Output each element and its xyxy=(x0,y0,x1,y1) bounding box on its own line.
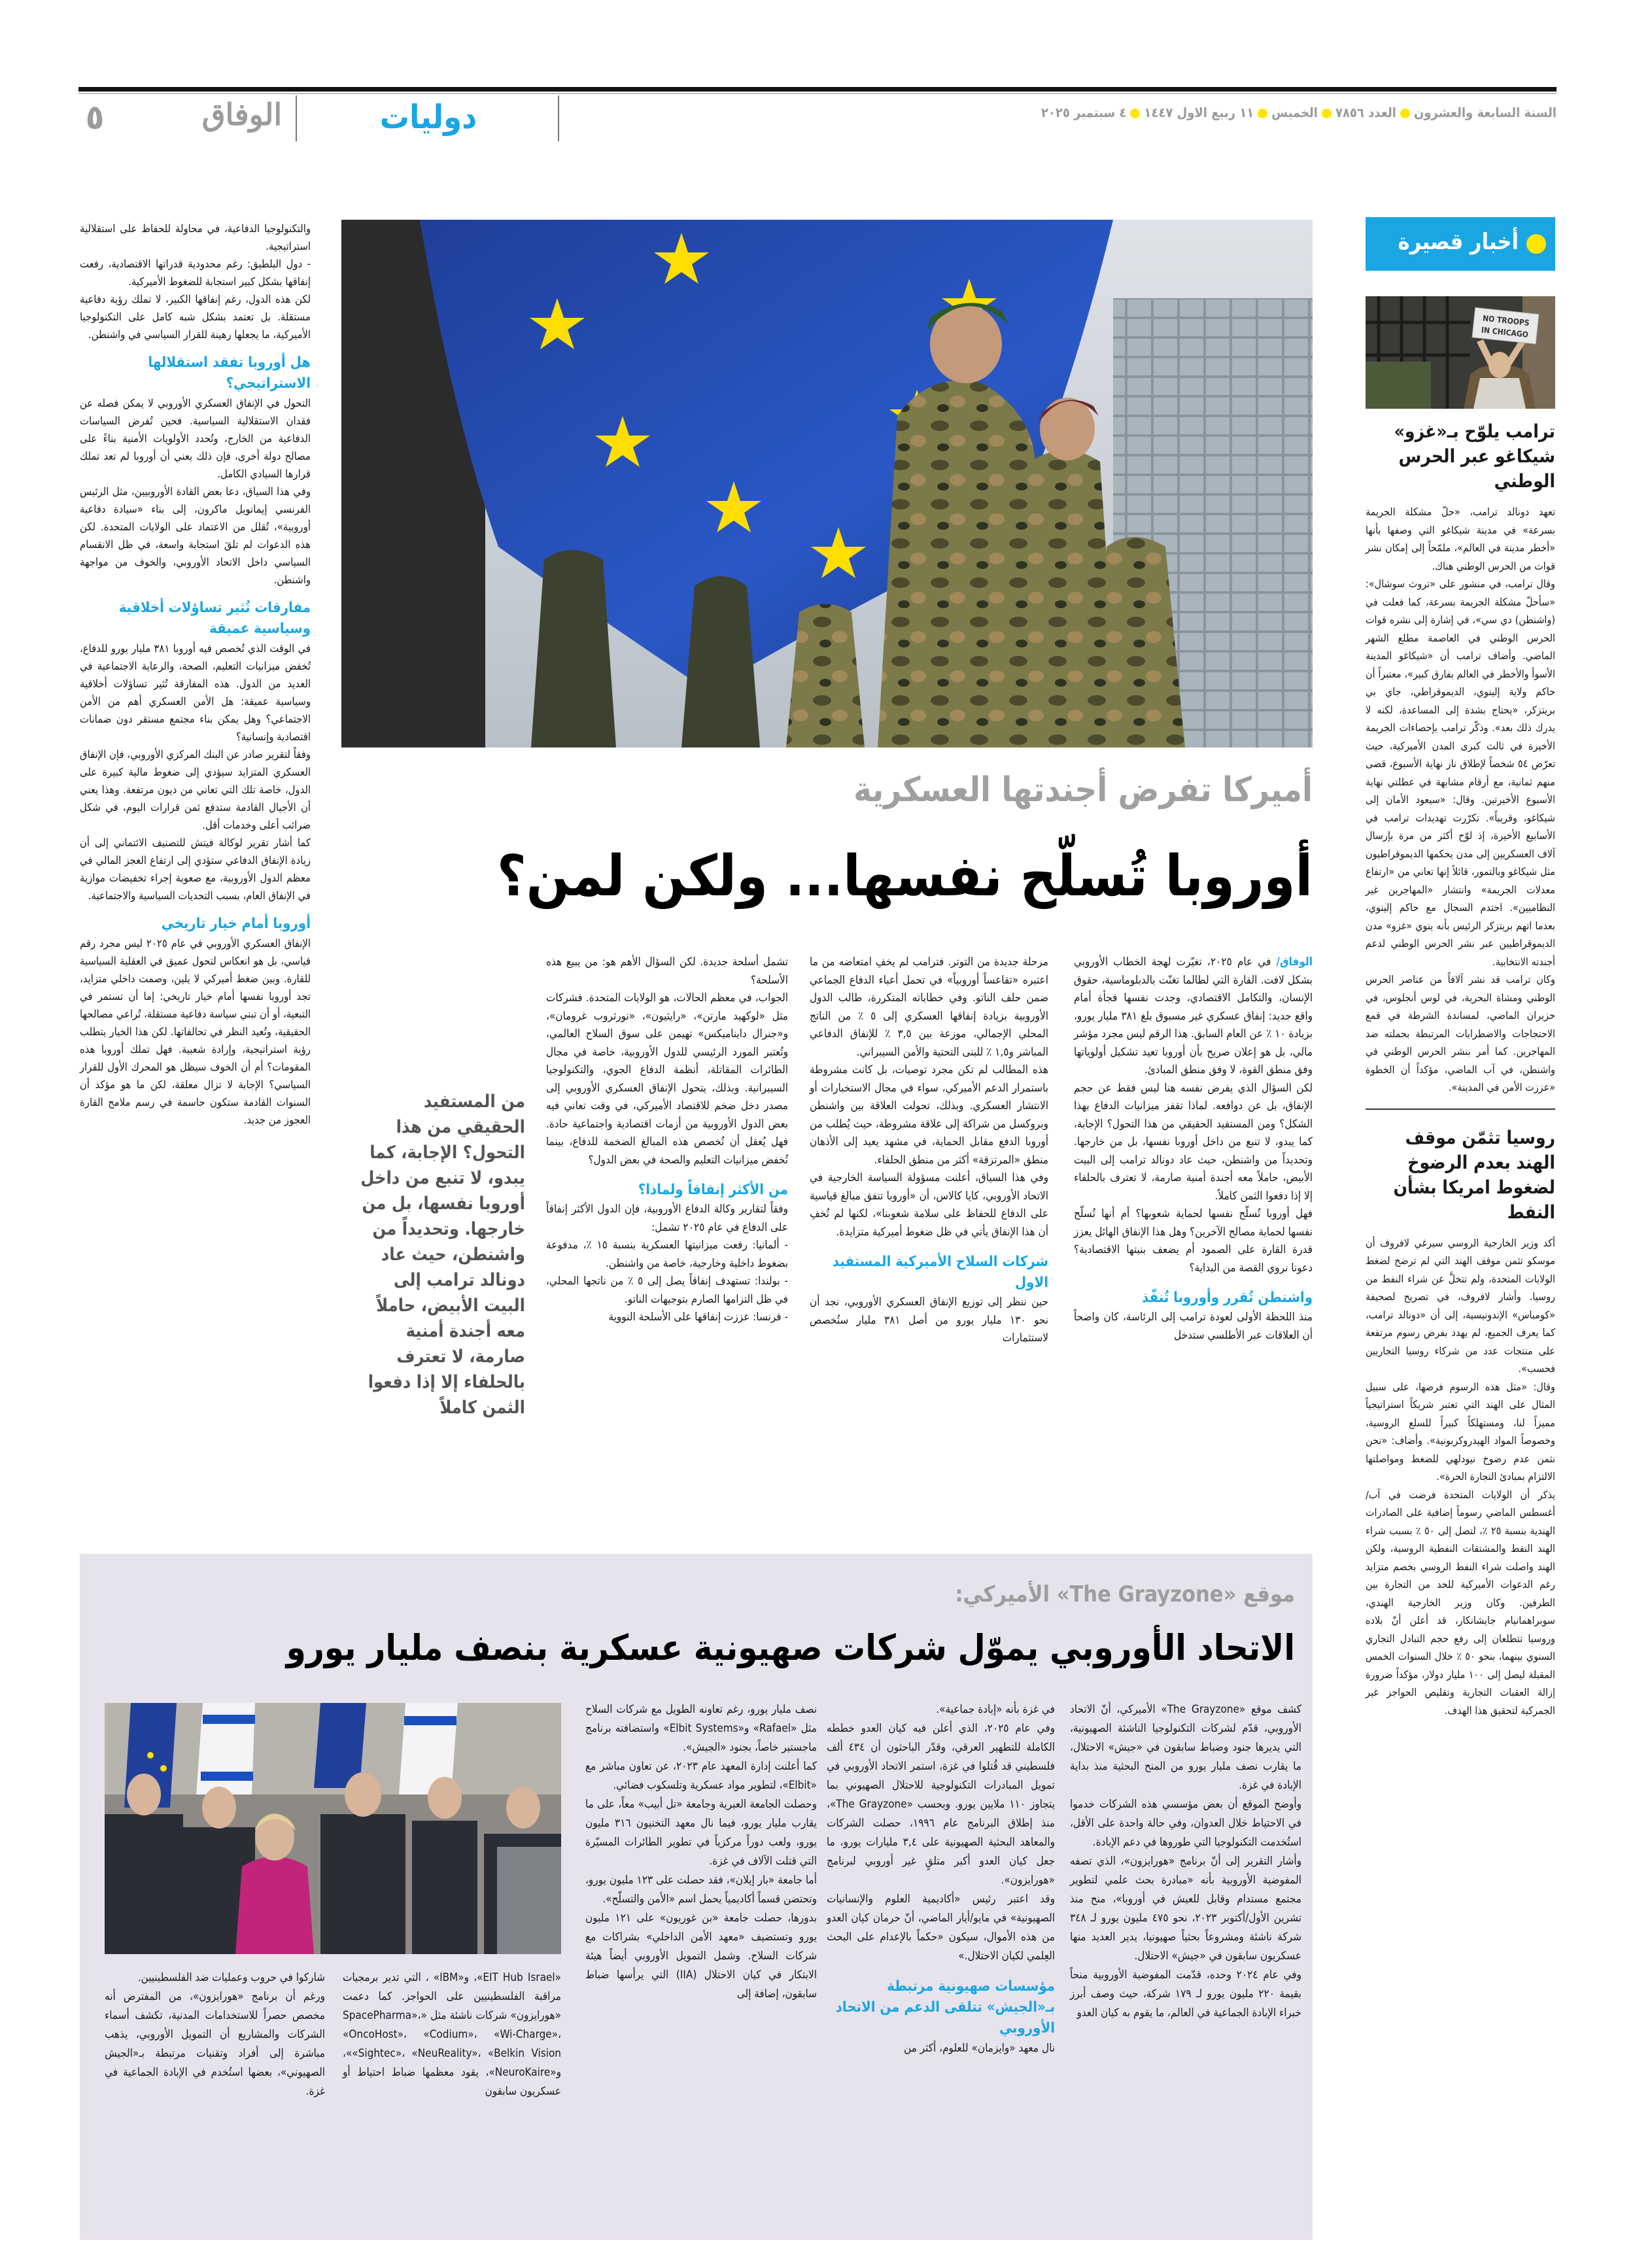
paragraph: وأشار التقرير إلى أنّ برنامج «هورايزون»، الذي تصفه المفوضية الأوروبية بأنه «مبادرة بحث علمي لتطوير مجتمع مستدام وقابل للعيش في أوروبا»، منح منذ تشرين الأول/أكتوبر ٢٠٢٣، نحو ٤٧٥ مليون يورو لـ ٣٤٨ شركة ناشئة ومشروعاً بحثياً صهيونيا، يدير العديد منها عسكريون سابقون في «جيش» الاحتلال. xyxy=(1070,1855,1301,1963)
box-column-3 xyxy=(585,1700,817,2004)
paragraph: وقال: «مثل هذه الرسوم فرضها، على سبيل المثال على الهند التي تعتبر شريكاً استراتيجياً مميزاً لنا، ومستهلكاً كبيراً للسلع الروسية، وخصوصاً المواد الهيدروكربونية». وأضاف: «نحن نثمن عدم رضوخ نيودلهي للضغط ومواصلتها الالتزام بمبادئ التجارة الحرة». xyxy=(1366,1380,1555,1483)
paragraph: فهل أوروبا تُسلّح نفسها لحماية شعوبها؟ أم أنها تُسلّح نفسها لحماية مصالح الآخرين؟ وهل هذا الإنفاق الهائل يعزز قدرة القارة على الصمود أم يضعف بنيتها الاقتصادية؟ دعونا نروي القصة من البداية؟ xyxy=(1073,1207,1313,1275)
section-subheading: مؤسسات صهيونية مرتبطة بـ«الجيش» تتلقى الدعم من الاتحاد الأوروبي xyxy=(835,1978,1055,2036)
bullet-dot-icon xyxy=(1526,234,1546,254)
divider xyxy=(1366,1108,1555,1110)
paragraph: كما أشار تقرير لوكالة فيتش للتصنيف الائتماني إلى أن زيادة الإنفاق الدفاعي ستؤدي إلى ارتفاع العجز المالي في معظم الدول الأوروبية، مع صعوبة إجراء تخفيضات موازية في الإنفاق العام، بسبب التحديات السياسية والاجتماعية. xyxy=(80,836,311,902)
paragraph xyxy=(1074,954,1313,1080)
short-news-banner xyxy=(1366,217,1555,271)
paragraph: في غزة بأنه «إبادة جماعية». xyxy=(936,1703,1055,1716)
box-kicker: موقع «The Grayzone» الأميركي: xyxy=(955,1581,1295,1607)
story-headline: روسيا تثمّن موقف الهند بعدم الرضوخ لضغوط امريكا بشأن النفط xyxy=(1393,1126,1555,1223)
paragraph: أكد وزير الخارجية الروسي سيرغي لافروف أن موسكو تثمن موقف الهند التي لم ترضخ لضغط الولايات المتحدة، ولم تتخلَّ عن شراء النفط من روسيا. وأشار لافروف، في تصريح لصحيفة «كومباس» الإندونيسية، إلى أن «دونالد ترامب، كما يعرف الجميع، لم يهدد بفرض رسوم مرتفعة على منتجات عدد من شركاء روسيا التجاريين فحسب». xyxy=(1366,1236,1555,1375)
box-column-2 xyxy=(827,1700,1055,2058)
column-content xyxy=(1074,954,1313,1345)
box-headline: الاتحاد الأوروبي يموّل شركات صهيونية عسكرية بنصف مليار يورو xyxy=(286,1627,1295,1668)
paragraph: نال معهد «وايزمان» للعلوم، أكثر من xyxy=(904,2042,1055,2055)
section-subheading: من الأكثر إنفاقاً ولماذا؟ xyxy=(638,1182,788,1198)
dateline xyxy=(1041,105,1557,120)
paragraph: في الوقت الذي تُخصص فيه أوروبا ٣٨١ مليار يورو للدفاع، تُخفض ميزانيات التعليم، الصحة، والرعاية الاجتماعية في العديد من الدول. هذه المفارقة تُثير تساؤلات أخلاقية وسياسية عميقة: هل الأمن العسكري أهم من الأمن الاجتماعي؟ وهل يمكن بناء مجتمع مستقر دون ضمانات اقتصادية وإنسانية؟ xyxy=(80,642,311,743)
eu-flag-soldiers-photo xyxy=(341,220,1313,747)
page-number: ٥ xyxy=(85,98,105,137)
article-column-1 xyxy=(1074,954,1313,1345)
bullet-dot-icon xyxy=(1258,109,1267,118)
paragraph: كما أعلنت إدارة المعهد عام ٢٠٢٣، عن تعاون مباشر مع «Elbit»، لتطوير مواد عسكرية وتلسكوب فضائي. xyxy=(585,1760,817,1792)
article-column-2 xyxy=(810,954,1048,1348)
paragraph-text: في عام ٢٠٢٥، تغيّرت لهجة الخطاب الأوروبي بشكل لافت. القارة التي لطالما تغنّت بالدبلوماسية، حقوق الإنسان، والتكامل الاقتصادي، وجدت نفسها فجأة أمام واقع جديد: إنفاق عسكري غير مسبوق بلغ ٣٨١ مليار يورو، بزيادة ١٠ ٪ عن العام السابق. هذا الرقم ليس مجرد مؤشر مالي، بل هو إعلان صريح بأن أوروبا تعيد تشكيل أولوياتها وفق منطق القوة، لا وفق منطق المبادئ. xyxy=(1074,955,1313,1076)
paragraph: بدورها، حصلت جامعة «بن غوريون» على ١٢١ مليون يورو وتستضيف «معهد الأمن الداخلي» بشراكات مع شركات السلاح. وشمل التمويل الأوروبي أيضاً هيئة الابتكار في كيان الاحتلال (IIA) التي يرأسها ضباط سابقون، إضافة إلى xyxy=(585,1912,818,2001)
paragraph: - فرنسا: عززت إنفاقها على الأسلحة النووية xyxy=(608,1311,788,1324)
box-column-5 xyxy=(105,1968,325,2101)
paragraph: أما جامعة «بار إيلان»، فقد حصلت على ١٢٣ مليون يورو، وتحتضن قسماً أكاديمياً يحمل اسم «الأمن والتسلّح». xyxy=(585,1874,817,1906)
paragraph: مرحلة جديدة من التوتر. فترامب لم يخفِ امتعاضه من ما اعتبره «تقاعساً أوروبياً» في تحمل أعباء الدفاع الجماعي ضمن حلف الناتو. وفي خطاباته المتكررة، طالب الدول الأوروبية بزيادة إنفاقها العسكري إلى ٥ ٪ من الناتج المحلي الإجمالي، موزعة بين ٣,٥ ٪ للإنفاق الدفاعي المباشر و١,٥ ٪ للبنى التحتية والأمن السيبراني. xyxy=(810,955,1048,1059)
bullet-dot-icon xyxy=(1400,109,1410,118)
header-divider xyxy=(296,95,297,141)
dateline-issue: العدد ٧٨٥٦ xyxy=(1335,105,1396,120)
section-subheading: شركات السلاح الأميركية المستفيد الاول xyxy=(832,1254,1048,1291)
dateline-volume: السنة السابعة والعشرون xyxy=(1413,105,1557,120)
dateline-hijri: ١١ ربيع الاول ١٤٤٧ xyxy=(1144,105,1254,120)
paragraph: والتكنولوجيا الدفاعية، في محاولة للحفاظ على استقلالية استراتيجية. xyxy=(80,222,311,252)
paragraph: وقد اعتبر رئيس «أكاديمية العلوم والإنسانيات الصهيونية» في مايو/أيار الماضي، أنّ حرمان كيان العدو من هذه الأموال، سيكون «حكماً بالإعدام على البحث العِلمي لكيان الاحتلال.» xyxy=(827,1893,1055,1963)
protest-photo-image xyxy=(1366,296,1555,409)
header-divider xyxy=(558,95,559,141)
pull-quote: من المستفيد الحقيقي من هذا التحول؟ الإجابة، كما يبدو، لا تنبع من داخل أوروبا نفسها، بل من خارجها. وتحديداً من واشنطن، حيث عاد دونالد ترامب إلى البيت الأبيض، حاملاً معه أجندة أمنية صارمة، لا تعترف بالحلفاء إلا إذا دفعوا الثمن كاملاً xyxy=(360,1091,525,1418)
dateline-day: الخميس xyxy=(1271,105,1318,120)
paragraph: الإنفاق العسكري الأوروبي في عام ٢٠٢٥ ليس مجرد رقم قياسي، بل هو انعكاس لتحول عميق في العقلية السياسية للقارة. وبين ضغط أميركي لا يلين، وصمت داخلي متزايد، تجد أوروبا نفسها أمام خيار تاريخي: إما أن تستمر في التبعية، أو أن تبني سياسة دفاعية مستقلة، تُراعي مصالحها الحقيقية، وتُعيد النظر في تحالفاتها. لكن هذا الخيار يتطلب رؤية استراتيجية، وإرادة شعبية. فهل تملك أوروبا هذه المقومات؟ أم أن الخوف سيظل هو المحرك الأول للقرار السياسي؟ الإجابة لا تزال معلقة، لكن ما هو مؤكد أن السنوات القادمة ستكون حاسمة في رسم ملامح القارة العجوز من جديد. xyxy=(80,937,311,1126)
story-body xyxy=(1366,503,1555,1097)
byline: الوفاق/ xyxy=(1276,955,1313,969)
protest-photo xyxy=(1366,296,1555,409)
section-title: دوليات xyxy=(379,98,477,136)
officials-photo xyxy=(105,1703,561,1954)
section-subheading: أوروبا أمام خيار تاريخي xyxy=(161,916,311,932)
article-headline: أوروبا تُسلّح نفسها... ولكن لمن؟ xyxy=(496,844,1313,909)
paragraph: تشمل أسلحة جديدة. لكن السؤال الأهم هو: من يبيع هذه الأسلحة؟ xyxy=(546,955,788,987)
paragraph: كشف موقع «The Grayzone» الأميركي، أنّ الاتحاد الأوروبي، قدّم لشركات التكنولوجيا الناشئة الصهيونية، التي يديرها جنود وضباط سابقون في «جيش» الاحتلال، ما يقارب نصف مليار يورو من المنح البحثية منذ بداية الإبادة في غزة. xyxy=(1070,1703,1301,1792)
story-headline: ترامب يلوّح بـ«غزو» شيكاغو عبر الحرس الوطني xyxy=(1394,421,1555,492)
bullet-dot-icon xyxy=(1130,109,1140,118)
article-column-3 xyxy=(546,954,788,1327)
sign-text: IN CHICAGO xyxy=(1481,325,1529,339)
paragraph: منذ اللحظة الأولى لعودة ترامب إلى الرئاسة، كان واضحاً أن العلاقات عبر الأطلسي ستدخل xyxy=(1074,1311,1313,1342)
paragraph: وفقاً لتقرير صادر عن البنك المركزي الأوروبي، فإن الإنفاق العسكري المتزايد سيؤدي إلى ضغوط مالية كبيرة على الدول، خاصة تلك التي تعاني من ديون مرتفعة. وهذا يعني أن الأجيال القادمة ستدفع ثمن قرارات اليوم، في شكل ضرائب أعلى وخدمات أقل. xyxy=(80,748,311,831)
section-subheading: مفارقات تُثير تساؤلات أخلاقية وسياسية عميقة xyxy=(118,600,311,637)
paragraph: وفي عام ٢٠٢٥، الذي أعلن فيه كيان العدو خططه الكاملة للتطهير العرقي، وقدّر الباحثون أن ٤٣٤ ألف فلسطيني قد قُتلوا في غزة، استمر الاتحاد الأوروبي في تمويل المبادرات التكنولوجية للاحتلال الصهيوني بما يتجاوز ١١٠ ملايين يورو. وبحسب «The Grayzone»، منذ إطلاق البرنامج عام ١٩٩٦، حصلت الشركات والمعاهد البحثية الصهيونية على ٣,٤ مليارات يورو، ما جعل كيان العدو أكبر متلقٍ غير أوروبي لبرنامج «هورايزون». xyxy=(827,1722,1056,1887)
paragraph: لكن هذه الدول، رغم إنفاقها الكبير، لا تملك رؤية دفاعية مستقلة. بل تعتمد بشكل شبه كامل على التكنولوجيا الأميركية، ما يجعلها رهينة للقرار السياسي في واشنطن. xyxy=(80,293,311,341)
paragraph: وكان ترامب قد نشر آلافاً من عناصر الحرس الوطني ومشاة البحرية، في لوس أنجلوس، في حزيران الماضي، لمساندة الشرطة في قمع الاحتجاجات والاضطرابات المرتبطة بحملته ضد المهاجرين. كما أمر بنشر الحرس الوطني في واشنطن، في آب الماضي، مؤكداً أن الخطوة «عززت الأمن في المدينة». xyxy=(1366,973,1555,1093)
paragraph: وفقاً لتقارير وكالة الدفاع الأوروبية، فإن الدول الأكثر إنفاقاً على الدفاع في عام ٢٠٢٥ تشمل: xyxy=(546,1203,788,1234)
box-column-1 xyxy=(1070,1700,1301,2023)
paragraph: - ألمانيا: رفعت ميزانيتها العسكرية بنسبة ١٥ ٪، مدفوعة بضغوط داخلية وخارجية، خاصة من واشنطن. xyxy=(546,1239,788,1270)
paragraph: وفي عام ٢٠٢٤ وحده، قدّمت المفوضية الأوروبية منحاً بقيمة ٢٢٠ مليون يورو لـ ١٧٩ شركة، حيث وصف أبرز خبراء الإبادة الجماعية في العالم، ما يقوم به كيان العدو xyxy=(1070,1968,1301,2019)
article-kicker: أميركا تفرض أجندتها العسكرية xyxy=(853,770,1313,810)
paragraph: حين ننظر إلى توزيع الإنفاق العسكري الأوروبي، نجد أن نحو ١٣٠ مليار يورو من أصل ٣٨١ مليار ستُخصص لاستثمارات xyxy=(810,1296,1049,1345)
left-column xyxy=(80,220,311,1129)
paragraph: وفي هذا السياق، أعلنت مسؤولة السياسة الخارجية في الاتحاد الأوروبي، كايا كالاس، أن «أوروبا تنفق مبالغ قياسية على الدفاع للحفاظ على سلامة شعوبنا»، لكنها لم تُخفِ أن هذا الإنفاق يأتي في ظل ضغوط أميركية متزايدة. xyxy=(810,1171,1048,1239)
paragraph: وأوضح الموقع أن بعض مؤسسي هذه الشركات خدموا في الاحتياط خلال العدوان، وفي حالة واحدة على الأقل، استُخدمت التكنولوجيا التي طوروها في دعم الإبادة. xyxy=(1070,1798,1301,1849)
paragraph: «EIT Hub Israel»، و«IBM» ، التي تدير برمجيات مراقبة الفلسطينيين على الحواجز. كما دعمت «هورايزون» شركات ناشئة مثل «SpacePharma»، «OncoHost»، «Codium»، «Wi-Charge»، «Sightec»، «NeuReality»، «Belkin Vision»، و«NeuroKaire»، يقود معظمها ضباط احتياط أو عسكريون سابقون xyxy=(343,1971,561,2098)
paragraph: - دول البلطيق: رغم محدودية قدراتها الاقتصادية، رفعت إنفاقها بشكل كبير استجابة للضغوط الأميركية. xyxy=(80,258,311,288)
header-rule-thin xyxy=(78,93,1557,94)
newspaper-logo: الوفاق xyxy=(201,97,283,132)
paragraph: ورغم أن برنامج «هورايزون»، من المفترض أنه مخصص حصراً للاستخدامات المدنية، تكشف أسماء الشركات والمشاريع أن التمويل الأوروبي، يذهب مباشرة إلى أفراد وتقنيات مرتبطة بـ«الجيش الصهيوني»، بعضها استُخدم في الإبادة الجماعية في غزة. xyxy=(105,1990,325,2098)
paragraph: الجواب، في معظم الحالات، هو الولايات المتحدة. فشركات مثل «لوكهيد مارتن»، «رايثيون»، «نورثروب غرومان»، و«جنرال دايناميكس» تهيمن على سوق السلاح العالمي، وتُعتبر المورد الرئيسي للدول الأوروبية، خاصة في مجال الطائرات المقاتلة، أنظمة الدفاع الجوي، والتكنولوجيا السيبرانية. وبذلك، يتحول الإنفاق العسكري الأوروبي إلى مصدر دخل ضخم للاقتصاد الأميركي، في وقت تعاني فيه بعض الدول الأوروبية من أزمات اقتصادية واجتماعية حادة. فهل يُعقل أن تُخصص هذه المبالغ الضخمة للدفاع، بينما تُخفض ميزانيات التعليم والصحة في بعض الدول؟ xyxy=(546,991,788,1167)
bullet-dot-icon xyxy=(1322,109,1332,118)
dateline-gregorian: ٤ سبتمبر ٢٠٢٥ xyxy=(1041,105,1127,120)
sidebar xyxy=(1366,217,1555,1719)
paragraph: تعهد دونالد ترامب، «حلّ مشكلة الجريمة بسرعة» في مدينة شيكاغو التي وصفها بأنها «أخطر مدينة في العالم»، ملمّحاً إلى إمكان نشر قوات من الحرس الوطني هناك. xyxy=(1366,506,1555,572)
paragraph: نصف مليار يورو، رغم تعاونه الطويل مع شركات السلاح مثل «Rafael» و«Elbit Systems» واستضافته برنامج ماجستير خاصاً، بجنود «الجيش». xyxy=(585,1703,817,1754)
story-body xyxy=(1366,1234,1555,1720)
paragraph: وفي هذا السياق، دعا بعض القادة الأوروبيين، مثل الرئيس الفرنسي إيمانويل ماكرون، إلى بناء «سيادة دفاعية أوروبية»، تُقلل من الاعتماد على الولايات المتحدة. لكن هذه الدعوات لم تلقَ استجابة واسعة، في ظل الانقسام السياسي داخل الاتحاد الأوروبي، والخوف من مواجهة واشنطن. xyxy=(80,485,311,586)
main-photo-image xyxy=(341,220,1313,747)
paragraph: التحول في الإنفاق العسكري الأوروبي لا يمكن فصله عن فقدان الاستقلالية السياسية. فحين تُفرض السياسات الدفاعية من الخارج، وتُحدد الأولويات الأمنية بناءً على مصالح دولة أخرى، فإن ذلك يعني أن أوروبا لم تعد تملك قرارها السيادي الكامل. xyxy=(80,397,311,480)
paragraph: شاركوا في حروب وعمليات ضد الفلسطينيين. xyxy=(137,1971,325,1984)
officials-photo-image xyxy=(105,1703,561,1954)
box-column-4 xyxy=(343,1968,561,2101)
sign-text: NO TROOPS xyxy=(1482,313,1530,328)
paragraph: لكن السؤال الذي يفرض نفسه هنا ليس فقط عن حجم الإنفاق، بل عن دوافعه. لماذا تقفز ميزانيات الدفاع بهذا الشكل؟ ومن المستفيد الحقيقي من هذا التحول؟ الإجابة، كما يبدو، لا تنبع من داخل أوروبا نفسها، بل من خارجها. وتحديداً من واشنطن، حيث عاد دونالد ترامب إلى البيت الأبيض، حاملاً معه أجندة أمنية صارمة، لا تعترف بالحلفاء إلا إذا دفعوا الثمن كاملاً. xyxy=(1074,1081,1313,1203)
short-news-title: أخبار قصيرة xyxy=(1398,229,1519,255)
paragraph: وقال ترامب، في منشور على «تروث سوشال»: «سأحلّ مشكلة الجريمة بسرعة، كما فعلت في (واشنطن) دي سي»، في إشارة إلى نشره قوات الحرس الوطني في العاصمة مطلع الشهر الماضي. وأضاف ترامب أن «شيكاغو المدينة الأسوأ والأخطر في العالم بفارق كبير»، معتبراً أن حاكم ولاية إلينوي، الديموقراطي، جاي بي بريتزكر، «يحتاج بشدة إلى المساعدة، لكنه لا يدرك ذلك بعد». وذكّر ترامب بإحصاءات الجريمة الأخيرة في ثالث كبرى المدن الأميركية، حيث تعرّض ٥٤ شخصاً لإطلاق نار نهاية الأسبوع، قضى منهم ثمانية، مع أرقام مشابهة في عطلتي نهاية الأسبوع الأخيرتين. وقال: «سيعود الأمان إلى شيكاغو، وقريباً». تكرّرت تهديدات ترامب في الأسابيع الأخيرة، إذ لوّح أكثر من مرة بإرسال آلاف العسكريين إلى مدن يحكمها الديموقراطيون مثل شيكاغو وبالتمور، قائلاً إنها تعاني من «ارتفاع معدلات الجريمة» وانتشار «المهاجرين غير النظاميين». احتدم السجال مع حاكم إلينوي، بعدما اتهم بريتزكر الرئيس بأنه ينوي «غزو» مدن الديموقراطيين عبر نشر الحرس الوطني لدعم أجندته الانتخابية. xyxy=(1366,577,1556,968)
paragraph: وحصلت الجامعة العبرية وجامعة «تل أبيب» معاً، على ما يقارب مليار يورو، فيما نال معهد التخنيون ٣١٦ مليون يورو، ولعب دوراً مركزياً في تطوير الطائرات المسيّرة التي قتلت الآلاف في غزة. xyxy=(585,1798,817,1868)
paragraph: هذه المطالب لم تكن مجرد توصيات، بل كانت مشروطة باستمرار الدعم الأميركي، سواء في مجال الاستخبارات أو الانتشار العسكري. وبذلك، تحولت العلاقة بين واشنطن وبروكسل من شراكة إلى علاقة مشروطة، حيث يُطلب من أوروبا الدفع مقابل الحماية، في مشهد يعيد إلى الأذهان منطق «المرتزقة» أكثر من منطق الحلفاء. xyxy=(810,1063,1048,1167)
header-rule xyxy=(78,87,1557,92)
paragraph: - بولندا: تستهدف إنفاقاً يصل إلى ٥ ٪ من ناتجها المحلي، في ظل التزامها الصارم بتوجيهات الناتو. xyxy=(546,1275,788,1306)
section-subheading: واشنطن تُقرر وأوروبا تُنفّذ xyxy=(1142,1290,1313,1306)
paragraph: يذكر أن الولايات المتحدة فرضت في آب/أغسطس الماضي رسوماً إضافية على الصادرات الهندية بنسبة ٢٥ ٪، لتصل إلى ٥٠ ٪ بسبب شراء الهند النفط والمشتقات النفطية الروسية، ولكن الهند واصلت شراء النفط الروسي بخصم متزايد رغم الدعوات الأميركية للحد من التجارة بين الطرفين. وكان وزير الخارجية الهندي، سوبراهمانيام جايشانكار، قد أعلن أنّ بلاده وروسيا تتطلعان إلى رفع حجم التبادل التجاري السنوي بينهما، بنحو ٥٠ ٪ خلال السنوات الخمس المقبلة ليصل إلى ١٠٠ مليار دولار، مؤكداً ضرورة إزالة العقبات التجارية وتقليص الحواجز غير الجمركية لتحقيق هذا الهدف. xyxy=(1366,1488,1556,1717)
section-subheading: هل أوروبا تفقد استقلالها الاستراتيجي؟ xyxy=(148,354,311,392)
